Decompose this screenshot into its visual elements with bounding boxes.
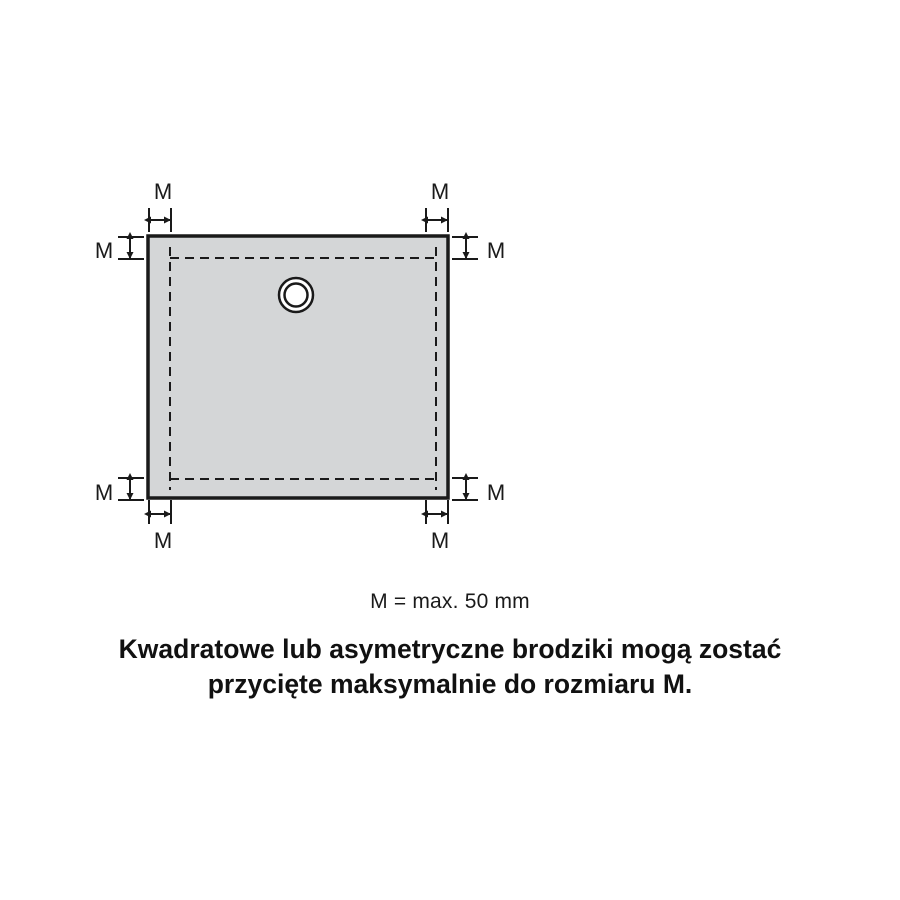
dim-label-left-top: M xyxy=(94,238,114,263)
dim-left-bottom xyxy=(118,478,144,500)
dim-right-top xyxy=(452,237,478,259)
dim-label-top-left: M xyxy=(153,179,173,204)
dim-bottom-right xyxy=(426,500,448,524)
dim-label-right-bottom: M xyxy=(486,480,506,505)
dim-label-bottom-right: M xyxy=(430,528,450,553)
tray-body xyxy=(148,236,448,498)
dim-bottom-left xyxy=(149,500,171,524)
dim-label-left-bottom: M xyxy=(94,480,114,505)
caption-line-2: przycięte maksymalnie do rozmiaru M. xyxy=(207,668,693,699)
dim-left-top xyxy=(118,237,144,259)
legend-text: M = max. 50 mm xyxy=(370,590,530,613)
dim-label-bottom-left: M xyxy=(153,528,173,553)
caption-line-1: Kwadratowe lub asymetryczne brodziki mogą zostać xyxy=(118,634,782,664)
caption-block xyxy=(0,590,900,702)
dim-label-top-right: M xyxy=(430,179,450,204)
caption-main xyxy=(70,632,830,702)
dim-top-right xyxy=(426,208,448,232)
dim-right-bottom xyxy=(452,478,478,500)
drain-hole xyxy=(279,278,313,312)
dim-top-left xyxy=(149,208,171,232)
dim-label-right-top: M xyxy=(486,238,506,263)
